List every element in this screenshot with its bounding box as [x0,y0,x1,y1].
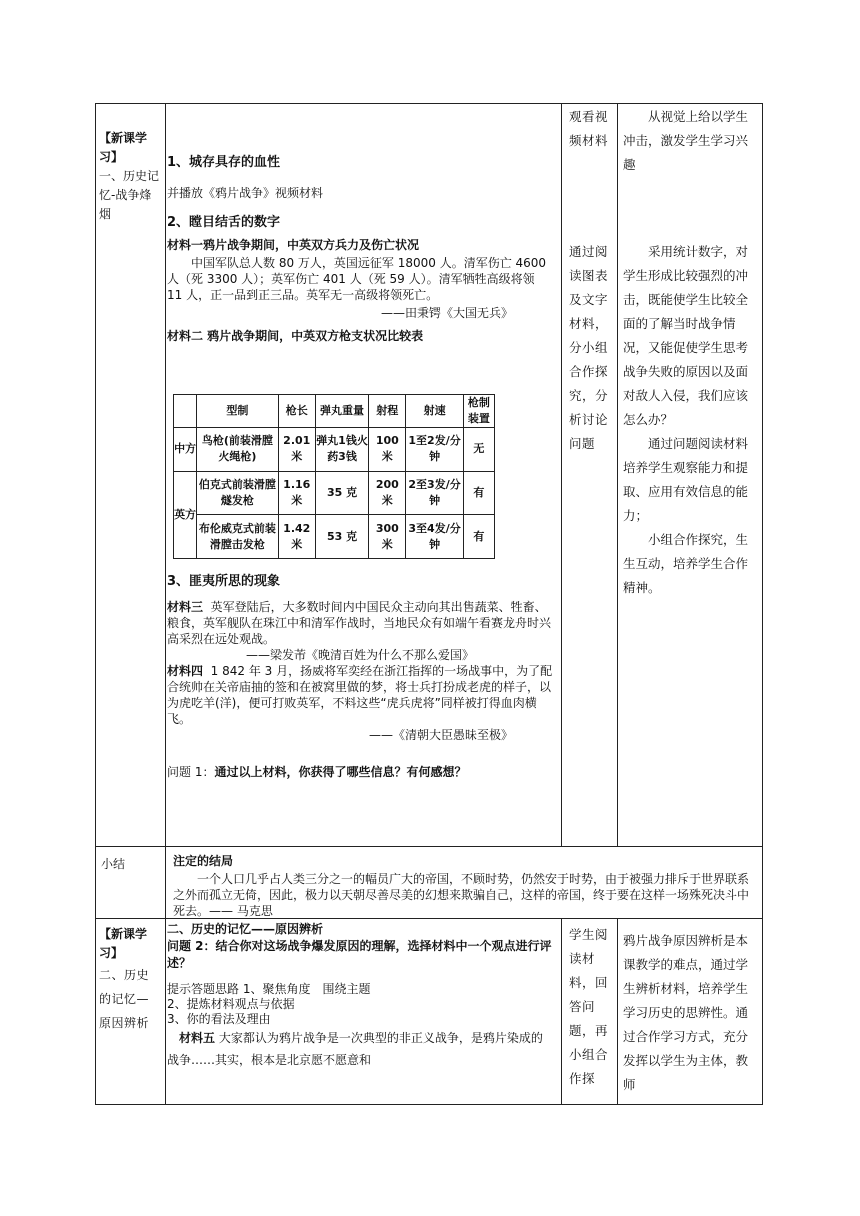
side-cell: 英方 [174,471,197,558]
col-divider [617,103,618,846]
header-cell: 枪制装置 [463,395,494,428]
student-activity-top: 观看视频材料 [569,109,609,148]
header-cell: 型制 [197,395,279,428]
hint-line: 2、提炼材料观点与依据 [167,997,295,1011]
material-text: 1 842 年 3 月，扬威将军奕经在浙江指挥的一场战事中，为了配合统帅在关帝庙抽的签和在被窝里做的梦，将士兵打扮成老虎的样子，以为虎吃羊(洋)，便可打败英军，不料这些“虎兵虎将”同样被打得血肉横飞。 [167,664,553,726]
header-cell [174,395,197,428]
table-border [762,103,763,1105]
col-divider [617,918,618,1105]
section-name: 二、历史的记忆—原因辨析 [99,968,150,1030]
col-divider [165,103,166,1105]
main-content-row3 [167,921,553,1071]
row-divider [95,846,763,847]
table-cell: 2.01 米 [278,428,315,472]
material-text: 中国军队总人数 80 万人，英国远征军 18000 人。清军伤亡 4600 人（死 3300 人）；英军伤亡 401 人（死 59 人）。清军牺牲高级将领 11 人，正一品到正三品。英军无一高级将领死亡。 [167,256,547,302]
section-title: 2、瞠目结舌的数字 [167,215,281,230]
section-text: 并播放《鸦片战争》视频材料 [167,186,324,200]
question-text: 通过以上材料，你获得了哪些信息？有何感想？ [214,765,467,779]
table-cell: 1.42 米 [278,515,315,559]
table-cell: 布伦威克式前装滑膛击发枪 [197,515,279,559]
design-intent-top: 从视觉上给以学生冲击，激发学生学习兴趣 [623,109,749,172]
header-cell: 射程 [369,395,406,428]
table-cell: 弹丸1钱火药3钱 [315,428,368,472]
lesson-plan-table [95,103,763,1105]
question-text: 问题 2：结合你对这场战争爆发原因的理解，选择材料中一个观点进行评述？ [167,939,552,970]
summary-content [173,852,757,919]
table-cell: 200 米 [369,471,406,515]
header-cell: 射速 [406,395,463,428]
table-cell: 鸟枪(前装滑膛火绳枪) [197,428,279,472]
material-label: 材料三 [167,600,204,614]
section-title: 3、匪夷所思的现象 [167,574,281,589]
section-label [99,925,161,1035]
section-title: 1、城存具存的血性 [167,155,281,170]
table-border [95,1104,763,1105]
design-intent [623,240,757,600]
side-cell: 中方 [174,428,197,472]
table-cell: 2至3发/分钟 [406,471,463,515]
table-row [174,428,495,472]
header-cell: 弹丸重量 [315,395,368,428]
table-cell: 100 米 [369,428,406,472]
table-cell: 3至4发/分钟 [406,515,463,559]
design-intent-para: 通过问题阅读材料培养学生观察能力和提取、应用有效信息的能力； [623,436,749,523]
table-cell: 35 克 [315,471,368,515]
material-text: 大家都认为鸦片战争是一次典型的非正义战争，是鸦片染成的战争……其实，根本是北京愿不愿意和 [167,1031,543,1067]
main-content [167,153,553,346]
section-title: 二、历史的记忆——原因辨析 [167,922,324,936]
new-lesson-tag: 【新课学习】 [99,131,148,164]
material-title: 材料二 鸦片战争期间，中英双方枪支状况比较表 [167,329,424,343]
table-row [174,471,495,515]
material-source: ——田秉锷《大国无兵》 [380,306,513,320]
table-cell: 1至2发/分钟 [406,428,463,472]
material-title: 材料一鸦片战争期间，中英双方兵力及伤亡状况 [167,238,420,252]
material-source: ——梁发芾《晚清百姓为什么不那么爱国》 [245,648,474,662]
table-cell: 无 [463,428,494,472]
student-activity-bottom: 通过阅读图表及文字材料，分小组合作探究，分析讨论问题 [569,244,609,451]
design-intent-para: 采用统计数字，对学生形成比较强烈的冲击，既能使学生比较全面的了解当时战争情况，又能促使学生思考战争失败的原因以及面对敌人入侵，我们应该怎么办？ [623,244,749,427]
table-border [95,103,96,1105]
col-divider [561,918,562,1105]
new-lesson-tag: 【新课学习】 [99,927,148,960]
material-source: ——《清朝大臣愚昧至极》 [368,728,513,742]
table-cell: 300 米 [369,515,406,559]
design-intent-para: 小组合作探究，生生互动，培养学生合作精神。 [623,532,749,595]
hint-line: 3、你的看法及理由 [167,1012,271,1026]
section-label [99,129,161,224]
table-cell: 53 克 [315,515,368,559]
table-cell: 伯克式前装滑膛燧发枪 [197,471,279,515]
table-cell: 有 [463,515,494,559]
table-row [174,515,495,559]
material-label: 材料四 [167,664,204,678]
arms-comparison-table [173,394,495,559]
summary-text: 一个人口几乎占人类三分之一的幅员广大的帝国，不顾时势，仍然安于时势，由于被强力排斥于世界联系之外而孤立无倚，因此，极力以天朝尽善尽美的幻想来欺骗自己，这样的帝国，终于要在这样一场殊死决斗中死去。—— 马克思 [173,872,750,918]
hint-line: 提示答题思路 1、聚焦角度 围绕主题 [167,982,371,996]
table-cell: 有 [463,471,494,515]
table-border [95,103,763,104]
summary-label: 小结 [101,857,126,871]
table-cell: 1.16 米 [278,471,315,515]
material-label: 材料五 [179,1031,216,1045]
student-activity: 学生阅读材料，回答问题，再小组合作探 [569,927,609,1086]
material-text: 英军登陆后，大多数时间内中国民众主动向其出售蔬菜、牲畜、粮食，英军舰队在珠江中和清军作战时，当地民众有如端午看赛龙舟时兴高采烈在远处观战。 [167,600,552,646]
col-divider [561,103,562,846]
header-cell: 枪长 [278,395,315,428]
question-label: 问题 1： [167,765,215,779]
design-intent: 鸦片战争原因辨析是本课教学的难点，通过学生辨析材料，培养学生学习历史的思辨性。通过合作学习方式，充分发挥以学生为主体，教师 [623,933,749,1092]
main-content-lower [167,572,553,782]
section-name: 一、历史记忆-战争烽烟 [99,169,160,221]
summary-title: 注定的结局 [173,854,234,868]
